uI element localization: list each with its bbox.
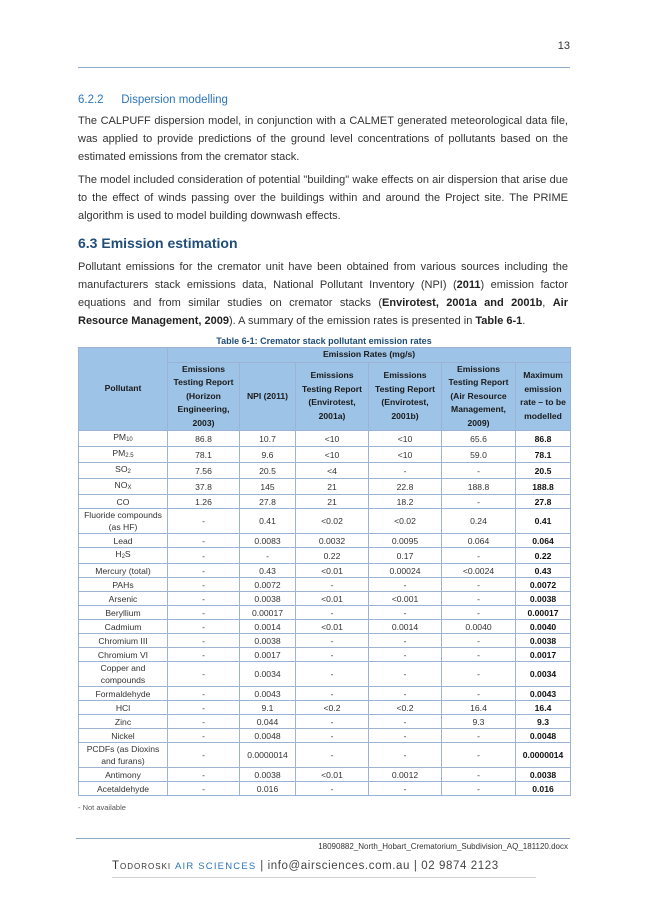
table-reference: Table 6-1	[475, 315, 523, 327]
npi-2011-cell: 0.43	[240, 564, 296, 578]
envirotest-2001a-cell: -	[296, 782, 369, 796]
contact-email: info@airsciences.com.au	[267, 860, 411, 872]
air-resource-2009-cell: -	[442, 634, 516, 648]
header-divider	[78, 67, 570, 68]
air-resource-2009-cell: -	[442, 592, 516, 606]
column-header-envirotest-2001a: Emissions Testing Report (Envirotest, 2001a)	[296, 362, 369, 431]
maximum-rate-cell: 0.43	[516, 564, 571, 578]
table-footnote: - Not available	[78, 803, 126, 812]
envirotest-2001a-cell: 0.0032	[296, 534, 369, 548]
pollutant-subscript: X	[127, 485, 132, 491]
npi-2011-cell: 0.0043	[240, 687, 296, 701]
pollutant-cell	[79, 431, 168, 447]
maximum-rate-cell: 78.1	[516, 447, 571, 463]
pollutant-cell	[79, 743, 168, 768]
pollutant-cell	[79, 578, 168, 592]
npi-2011-cell: 0.0038	[240, 592, 296, 606]
maximum-rate-cell: 188.8	[516, 479, 571, 495]
envirotest-2001a-cell: <4	[296, 463, 369, 479]
pollutant-cell	[79, 715, 168, 729]
air-resource-2009-cell: -	[442, 782, 516, 796]
pollutant-cell	[79, 606, 168, 620]
table-row	[79, 479, 571, 495]
npi-2011-cell: 145	[240, 479, 296, 495]
envirotest-2001b-cell: 0.17	[369, 548, 442, 564]
envirotest-2001b-cell: 0.0012	[369, 768, 442, 782]
table-row	[79, 592, 571, 606]
pollutant-name: SO	[115, 464, 128, 474]
envirotest-2001a-cell: <0.2	[296, 701, 369, 715]
column-group-header: Emission Rates (mg/s)	[168, 348, 571, 363]
envirotest-2001a-cell: -	[296, 743, 369, 768]
table-row	[79, 743, 571, 768]
air-resource-2009-cell: -	[442, 463, 516, 479]
table-row	[79, 564, 571, 578]
brand-subtitle: AIR SCIENCES	[174, 861, 257, 872]
air-resource-2009-cell: -	[442, 495, 516, 509]
air-resource-2009-cell: -	[442, 578, 516, 592]
envirotest-2001b-cell: <0.02	[369, 509, 442, 534]
pollutant-name: Fluoride compounds (as HF)	[84, 510, 162, 532]
pollutant-name: Lead	[113, 535, 133, 546]
maximum-rate-cell: 0.41	[516, 509, 571, 534]
pollutant-name: Copper and compounds	[100, 663, 146, 685]
pollutant-name: Antimony	[105, 769, 141, 780]
maximum-rate-cell: 16.4	[516, 701, 571, 715]
pollutant-cell	[79, 534, 168, 548]
envirotest-2001b-cell: -	[369, 634, 442, 648]
table-row	[79, 662, 571, 687]
citation-envirotest: Envirotest, 2001a and 2001b	[382, 297, 543, 309]
envirotest-2001a-cell: 21	[296, 495, 369, 509]
envirotest-2001a-cell: -	[296, 715, 369, 729]
table-row	[79, 463, 571, 479]
air-resource-2009-cell: 0.0040	[442, 620, 516, 634]
air-resource-2009-cell: 16.4	[442, 701, 516, 715]
maximum-rate-cell: 0.22	[516, 548, 571, 564]
npi-2011-cell: 0.0038	[240, 634, 296, 648]
envirotest-2001a-cell: 0.22	[296, 548, 369, 564]
envirotest-2001b-cell: 22.8	[369, 479, 442, 495]
horizon-2003-cell: -	[168, 564, 240, 578]
envirotest-2001a-cell: -	[296, 687, 369, 701]
npi-2011-cell: 10.7	[240, 431, 296, 447]
maximum-rate-cell: 27.8	[516, 495, 571, 509]
table-row	[79, 495, 571, 509]
npi-2011-cell: 0.0038	[240, 768, 296, 782]
brand-underline	[112, 877, 536, 878]
table-row	[79, 606, 571, 620]
pollutant-cell	[79, 768, 168, 782]
pollutant-cell	[79, 564, 168, 578]
pollutant-cell	[79, 548, 168, 564]
npi-2011-cell: 27.8	[240, 495, 296, 509]
pollutant-name: Nickel	[111, 730, 135, 741]
pollutant-cell	[79, 447, 168, 463]
maximum-rate-cell: 86.8	[516, 431, 571, 447]
envirotest-2001b-cell: -	[369, 606, 442, 620]
horizon-2003-cell: -	[168, 782, 240, 796]
envirotest-2001a-cell: -	[296, 578, 369, 592]
column-header-pollutant: Pollutant	[79, 348, 168, 431]
air-resource-2009-cell: -	[442, 743, 516, 768]
pollutant-cell	[79, 509, 168, 534]
maximum-rate-cell: 0.064	[516, 534, 571, 548]
column-header-horizon: Emissions Testing Report (Horizon Engineering, 2003)	[168, 362, 240, 431]
pollutant-name: H	[115, 549, 122, 559]
horizon-2003-cell: -	[168, 592, 240, 606]
table-row	[79, 578, 571, 592]
pollutant-subscript: 2	[121, 554, 125, 560]
pollutant-name: PM	[113, 432, 127, 442]
air-resource-2009-cell: 0.064	[442, 534, 516, 548]
air-resource-2009-cell: 0.24	[442, 509, 516, 534]
envirotest-2001b-cell: -	[369, 743, 442, 768]
footer-brand-line	[112, 860, 499, 872]
horizon-2003-cell: -	[168, 768, 240, 782]
horizon-2003-cell: -	[168, 701, 240, 715]
pollutant-cell	[79, 648, 168, 662]
table-caption: Table 6-1: Cremator stack pollutant emission rates	[216, 336, 432, 346]
envirotest-2001b-cell: -	[369, 687, 442, 701]
pollutant-cell	[79, 662, 168, 687]
subsection-title: Dispersion modelling	[121, 94, 228, 106]
text-run: ,	[542, 297, 553, 309]
air-resource-2009-cell: 9.3	[442, 715, 516, 729]
pollutant-name: HCl	[115, 702, 131, 713]
table-row	[79, 509, 571, 534]
envirotest-2001b-cell: -	[369, 662, 442, 687]
horizon-2003-cell: -	[168, 662, 240, 687]
citation-npi: 2011	[456, 279, 481, 291]
pollutant-name: Acetaldehyde	[96, 783, 150, 794]
column-header-npi: NPI (2011)	[240, 362, 296, 431]
envirotest-2001a-cell: <0.01	[296, 592, 369, 606]
air-resource-2009-cell: -	[442, 606, 516, 620]
maximum-rate-cell: 0.0040	[516, 620, 571, 634]
pollutant-cell	[79, 592, 168, 606]
text-run: ). A summary of the emission rates is presented in	[229, 315, 476, 327]
horizon-2003-cell: -	[168, 648, 240, 662]
horizon-2003-cell: 86.8	[168, 431, 240, 447]
npi-2011-cell: 0.00017	[240, 606, 296, 620]
horizon-2003-cell: -	[168, 534, 240, 548]
envirotest-2001b-cell: 18.2	[369, 495, 442, 509]
horizon-2003-cell: -	[168, 729, 240, 743]
pollutant-name: Beryllium	[105, 607, 141, 618]
air-resource-2009-cell: -	[442, 662, 516, 687]
npi-2011-cell: 0.0048	[240, 729, 296, 743]
column-header-maximum: Maximum emission rate – to be modelled	[516, 362, 571, 431]
maximum-rate-cell: 0.0043	[516, 687, 571, 701]
envirotest-2001b-cell: -	[369, 782, 442, 796]
npi-2011-cell: -	[240, 548, 296, 564]
pollutant-name: Formaldehyde	[95, 688, 151, 699]
table-body	[79, 431, 571, 796]
table-row	[79, 648, 571, 662]
envirotest-2001a-cell: 21	[296, 479, 369, 495]
maximum-rate-cell: 0.0072	[516, 578, 571, 592]
footer-divider	[76, 838, 570, 839]
separator: |	[260, 860, 264, 872]
table-row	[79, 534, 571, 548]
air-resource-2009-cell: 188.8	[442, 479, 516, 495]
table-row	[79, 687, 571, 701]
text-run: Pollutant emissions for the cremator unit have been obtained from various sources including the manufacturers stack emissions data, National Pollutant Inventory (NPI) (	[78, 261, 568, 291]
maximum-rate-cell: 9.3	[516, 715, 571, 729]
air-resource-2009-cell: -	[442, 729, 516, 743]
horizon-2003-cell: -	[168, 606, 240, 620]
pollutant-subscript: 2	[127, 469, 131, 475]
envirotest-2001b-cell: -	[369, 648, 442, 662]
maximum-rate-cell: 0.0034	[516, 662, 571, 687]
envirotest-2001b-cell: <0.2	[369, 701, 442, 715]
pollutant-name: Zinc	[114, 716, 132, 727]
page-number: 13	[557, 40, 570, 52]
table-row	[79, 729, 571, 743]
table-row	[79, 768, 571, 782]
separator: |	[413, 860, 418, 872]
horizon-2003-cell: -	[168, 620, 240, 634]
npi-2011-cell: 0.0014	[240, 620, 296, 634]
envirotest-2001b-cell: <0.001	[369, 592, 442, 606]
envirotest-2001a-cell: <0.01	[296, 620, 369, 634]
table-row	[79, 634, 571, 648]
envirotest-2001a-cell: <0.01	[296, 768, 369, 782]
horizon-2003-cell: -	[168, 743, 240, 768]
npi-2011-cell: 0.0000014	[240, 743, 296, 768]
pollutant-name: Chromium VI	[97, 649, 149, 660]
horizon-2003-cell: 1.26	[168, 495, 240, 509]
envirotest-2001a-cell: -	[296, 606, 369, 620]
pollutant-name: Cadmium	[104, 621, 142, 632]
maximum-rate-cell: 0.0048	[516, 729, 571, 743]
horizon-2003-cell: -	[168, 578, 240, 592]
pollutant-name: PAHs	[112, 579, 134, 590]
maximum-rate-cell: 0.016	[516, 782, 571, 796]
envirotest-2001a-cell: <0.02	[296, 509, 369, 534]
air-resource-2009-cell: 65.6	[442, 431, 516, 447]
maximum-rate-cell: 0.0000014	[516, 743, 571, 768]
npi-2011-cell: 0.016	[240, 782, 296, 796]
envirotest-2001b-cell: -	[369, 715, 442, 729]
air-resource-2009-cell: -	[442, 648, 516, 662]
maximum-rate-cell: 20.5	[516, 463, 571, 479]
column-header-envirotest-2001b: Emissions Testing Report (Envirotest, 2001b)	[369, 362, 442, 431]
horizon-2003-cell: 7.56	[168, 463, 240, 479]
envirotest-2001a-cell: -	[296, 648, 369, 662]
pollutant-name: NO	[114, 480, 128, 490]
npi-2011-cell: 9.1	[240, 701, 296, 715]
npi-2011-cell: 20.5	[240, 463, 296, 479]
npi-2011-cell: 0.0083	[240, 534, 296, 548]
brand-name: Todoroski	[112, 860, 172, 872]
pollutant-name: Chromium III	[98, 635, 148, 646]
pollutant-cell	[79, 479, 168, 495]
table-row	[79, 620, 571, 634]
envirotest-2001a-cell: -	[296, 634, 369, 648]
air-resource-2009-cell: <0.0024	[442, 564, 516, 578]
subsection-heading	[78, 94, 228, 106]
pollutant-cell	[79, 620, 168, 634]
horizon-2003-cell: -	[168, 687, 240, 701]
horizon-2003-cell: 37.8	[168, 479, 240, 495]
table-row	[79, 431, 571, 447]
air-resource-2009-cell: 59.0	[442, 447, 516, 463]
pollutant-name: PCDFs (as Dioxins and furans)	[86, 744, 160, 766]
horizon-2003-cell: -	[168, 548, 240, 564]
section-heading: 6.3 Emission estimation	[78, 235, 238, 251]
paragraph-building-wake: The model included consideration of potential "building" wake effects on air dispersion that arise due to the effect of winds passing over the buildings within and around the Project site. The PRIME algorithm is used to model building downwash effects.	[78, 174, 568, 222]
horizon-2003-cell: -	[168, 509, 240, 534]
pollutant-suffix: S	[124, 549, 131, 559]
maximum-rate-cell: 0.0038	[516, 634, 571, 648]
pollutant-cell	[79, 782, 168, 796]
paragraph-calpuff: The CALPUFF dispersion model, in conjunction with a CALMET generated meteorological data file, was applied to provide predictions of the ground level concentrations of pollutants based on the estimated emissions from the cremator stack.	[78, 115, 568, 163]
envirotest-2001b-cell: -	[369, 463, 442, 479]
envirotest-2001b-cell: 0.00024	[369, 564, 442, 578]
envirotest-2001b-cell: 0.0014	[369, 620, 442, 634]
horizon-2003-cell: 78.1	[168, 447, 240, 463]
table-row	[79, 782, 571, 796]
envirotest-2001a-cell: <0.01	[296, 564, 369, 578]
pollutant-cell	[79, 634, 168, 648]
maximum-rate-cell: 0.0038	[516, 592, 571, 606]
npi-2011-cell: 9.6	[240, 447, 296, 463]
npi-2011-cell: 0.41	[240, 509, 296, 534]
pollutant-cell	[79, 687, 168, 701]
pollutant-name: Mercury (total)	[95, 565, 151, 576]
pollutant-cell	[79, 701, 168, 715]
npi-2011-cell: 0.0034	[240, 662, 296, 687]
envirotest-2001a-cell: -	[296, 662, 369, 687]
pollutant-cell	[79, 495, 168, 509]
pollutant-subscript: 2.5	[125, 453, 134, 459]
citation-air-resource: Air Resource Management, 2009	[78, 297, 568, 327]
pollutant-name: Arsenic	[108, 593, 138, 604]
emission-rates-table	[78, 347, 571, 796]
maximum-rate-cell: 0.0038	[516, 768, 571, 782]
pollutant-cell	[79, 463, 168, 479]
envirotest-2001b-cell: -	[369, 578, 442, 592]
table-row	[79, 701, 571, 715]
table-row	[79, 715, 571, 729]
maximum-rate-cell: 0.0017	[516, 648, 571, 662]
text-run: .	[522, 315, 526, 327]
table-row	[79, 447, 571, 463]
document-filename: 18090882_North_Hobart_Crematorium_Subdivision_AQ_181120.docx	[318, 842, 568, 851]
horizon-2003-cell: -	[168, 715, 240, 729]
horizon-2003-cell: -	[168, 634, 240, 648]
maximum-rate-cell: 0.00017	[516, 606, 571, 620]
paragraph-emission-sources	[78, 258, 568, 330]
envirotest-2001a-cell: <10	[296, 447, 369, 463]
table-row	[79, 548, 571, 564]
air-resource-2009-cell: -	[442, 548, 516, 564]
envirotest-2001b-cell: <10	[369, 447, 442, 463]
npi-2011-cell: 0.044	[240, 715, 296, 729]
contact-phone: 02 9874 2123	[421, 860, 499, 872]
text-run: ) emission factor equations and from similar studies on cremator stacks (	[78, 279, 568, 309]
pollutant-subscript: 10	[126, 437, 133, 443]
envirotest-2001b-cell: 0.0095	[369, 534, 442, 548]
pollutant-cell	[79, 729, 168, 743]
pollutant-name: CO	[116, 496, 130, 507]
npi-2011-cell: 0.0072	[240, 578, 296, 592]
npi-2011-cell: 0.0017	[240, 648, 296, 662]
subsection-number: 6.2.2	[78, 94, 104, 106]
envirotest-2001a-cell: -	[296, 729, 369, 743]
air-resource-2009-cell: -	[442, 768, 516, 782]
air-resource-2009-cell: -	[442, 687, 516, 701]
envirotest-2001b-cell: <10	[369, 431, 442, 447]
envirotest-2001a-cell: <10	[296, 431, 369, 447]
pollutant-name: PM	[112, 448, 126, 458]
envirotest-2001b-cell: -	[369, 729, 442, 743]
column-header-air-resource: Emissions Testing Report (Air Resource Management, 2009)	[442, 362, 516, 431]
